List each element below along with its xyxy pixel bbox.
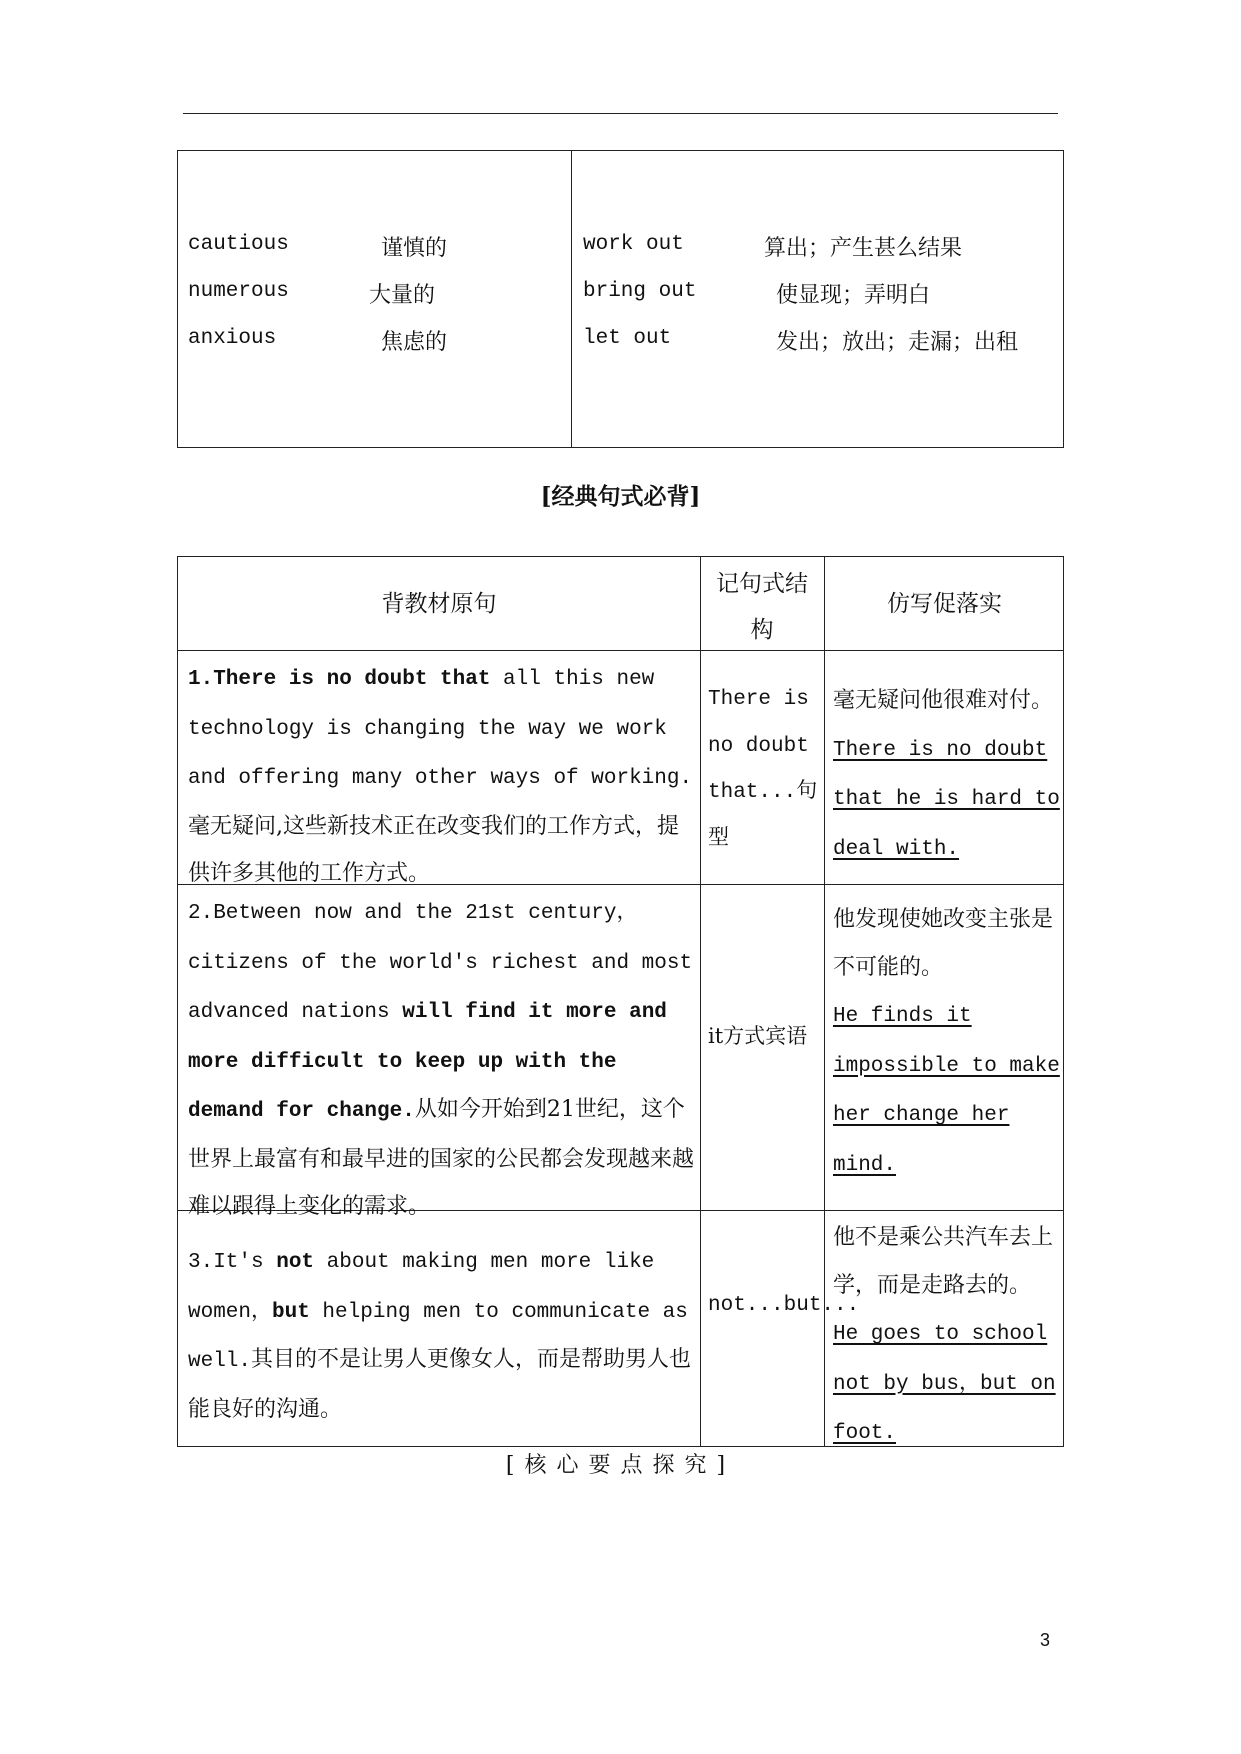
row3-text0: 3.It's [188,1251,277,1274]
header-structure: 记句式结构 [716,571,808,643]
section-title: [经典句式必背] [540,483,701,510]
row2-bold: will find it more and more difficult to keep up with the demand for change. [188,1001,667,1123]
vocab-en: anxious [188,327,277,350]
vocab-zh: 发出；放出；走漏；出租 [776,330,1019,355]
vocab-divider [571,151,572,447]
vocab-table [177,150,1064,448]
row2-original [188,888,694,1231]
col-divider-1 [700,557,701,1446]
sentence-table [177,556,1064,1447]
page-number: 3 [1040,1630,1051,1650]
row3-practice-en: He goes to school not by bus，but on foot. [833,1323,1056,1445]
header-rule [183,113,1058,114]
row3-zh: 其目的不是让男人更像女人，而是帮助男人也能良好的沟通。 [188,1347,692,1422]
row1-text: all this new technology is changing the way we work and offering many other ways of working. [188,668,693,790]
header-original: 背教材原句 [381,591,497,617]
row3-structure: not...but... [708,1294,860,1317]
vocab-en: bring out [583,280,697,303]
row3-original [188,1237,694,1433]
row2-structure: it方式宾语 [708,1024,808,1048]
row-divider-header [178,650,1063,651]
row1-zh: 毫无疑问,这些新技术正在改变我们的工作方式，提供许多其他的工作方式。 [188,813,679,886]
row1-original [188,654,694,898]
row2-text: 2.Between now and the 21st century，citizens of the world's richest and most advanced nations [188,902,693,1024]
row1-practice [833,677,1061,873]
vocab-zh: 大量的 [369,283,436,308]
vocab-zh: 焦虑的 [381,330,448,355]
row2-practice [833,896,1061,1189]
row2-zh: 从如今开始到21世纪，这个世界上最富有和最早进的国家的公民都会发现越来越难以跟得上变化的需求。 [188,1097,695,1219]
vocab-en: cautious [188,233,289,256]
row1-practice-zh: 毫无疑问他很难对付。 [833,688,1054,713]
vocab-zh: 谨慎的 [381,236,448,261]
vocab-en: numerous [188,280,289,303]
row2-practice-zh: 他发现使她改变主张是不可能的。 [833,907,1054,980]
vocab-zh: 使显现；弄明白 [776,283,931,308]
row1-bold: 1.There is no doubt that [188,668,491,691]
vocab-zh: 算出；产生甚么结果 [764,236,963,261]
row1-practice-en: There is no doubt that he is hard to deal with. [833,738,1060,861]
footer-section-title: [核心要点探究] [505,1453,736,1478]
row3-practice [833,1214,1061,1458]
row3-bold2: but [272,1300,310,1324]
vocab-en: let out [583,327,672,350]
row3-bold1: not [276,1251,315,1274]
row3-text1: about making men more like women， [188,1251,655,1324]
row3-text2: helping men to communicate as well. [188,1300,688,1373]
row3-practice-zh: 他不是乘公共汽车去上学，而是走路去的。 [833,1225,1054,1298]
vocab-en: work out [583,233,684,256]
row2-practice-en: He finds it impossible to make her change her mind. [833,1005,1060,1177]
row1-structure: There is no doubt that...句型 [708,688,818,851]
header-practice: 仿写促落实 [887,591,1002,617]
